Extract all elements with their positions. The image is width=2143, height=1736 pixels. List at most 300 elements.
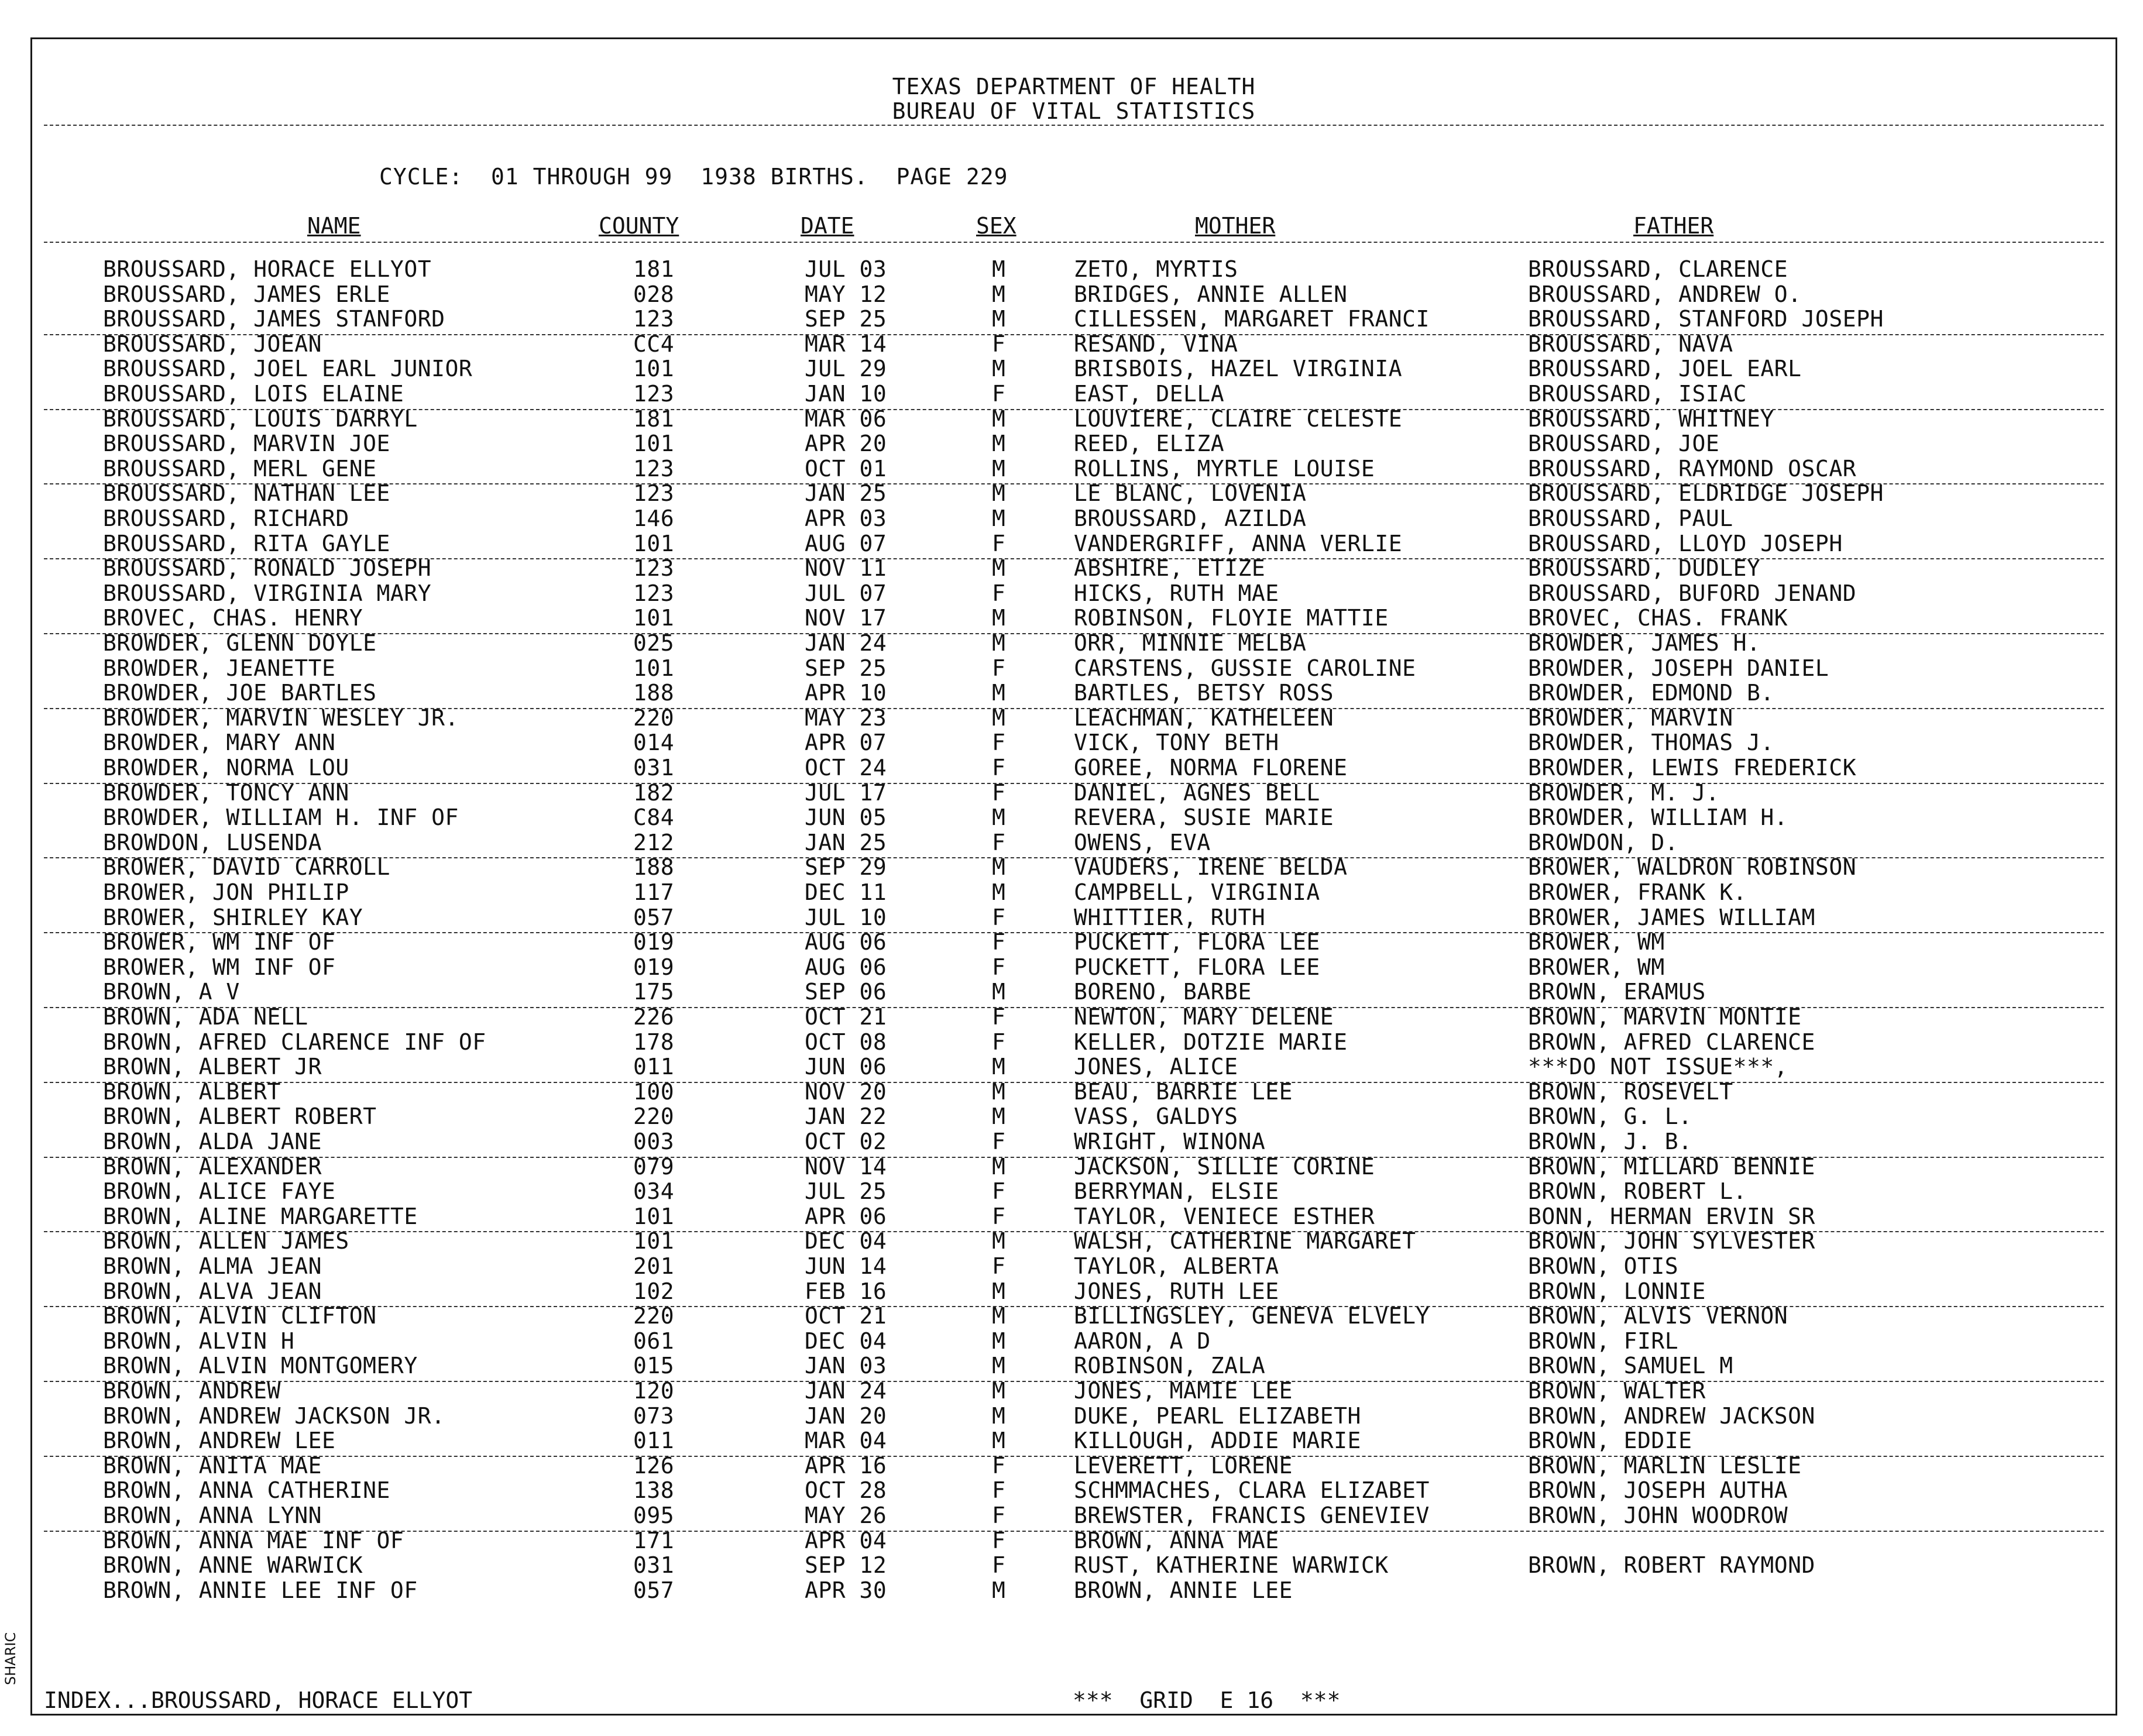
row-father: BROWN, JOHN WOODROW — [1528, 1503, 1788, 1528]
row-name: BROWER, JON PHILIP — [103, 879, 349, 905]
row-county: 175 — [633, 979, 675, 1005]
row-county: 061 — [633, 1328, 675, 1354]
row-sex: M — [992, 480, 1006, 507]
row-date: APR 16 — [805, 1452, 887, 1479]
row-mother: BROWN, ANNIE LEE — [1074, 1577, 1293, 1603]
row-sex: F — [992, 954, 1006, 980]
row-county: 123 — [633, 455, 675, 482]
row-date: APR 04 — [805, 1527, 887, 1553]
row-name: BROWN, ANNA LYNN — [103, 1503, 322, 1528]
row-divider — [44, 1007, 2104, 1008]
row-sex: F — [992, 331, 1006, 357]
row-county: 220 — [633, 1303, 675, 1329]
row-county: 079 — [633, 1153, 675, 1180]
row-father: BROWN, ERAMUS — [1528, 979, 1706, 1005]
row-date: JUL 17 — [805, 779, 887, 806]
row-date: DEC 11 — [805, 879, 887, 905]
row-date: OCT 08 — [805, 1029, 887, 1055]
row-sex: F — [992, 655, 1006, 681]
row-date: OCT 21 — [805, 1004, 887, 1030]
col-sex: SEX — [976, 213, 1016, 239]
row-sex: F — [992, 779, 1006, 806]
row-county: 031 — [633, 755, 675, 781]
row-date: DEC 04 — [805, 1228, 887, 1254]
row-date: JUL 10 — [805, 904, 887, 930]
row-divider — [44, 334, 2104, 335]
row-sex: F — [992, 730, 1006, 756]
row-mother: JONES, RUTH LEE — [1074, 1278, 1279, 1304]
row-county: 102 — [633, 1278, 675, 1304]
row-father: BROWDON, D. — [1528, 829, 1679, 855]
row-name: BROUSSARD, RICHARD — [103, 506, 349, 531]
row-date: JAN 03 — [805, 1353, 887, 1379]
row-county: 101 — [633, 1203, 675, 1229]
row-father: BROWN, JOHN SYLVESTER — [1528, 1228, 1815, 1254]
row-father: BONN, HERMAN ERVIN SR — [1528, 1203, 1815, 1229]
row-county: 188 — [633, 854, 675, 881]
row-sex: M — [992, 805, 1006, 831]
row-father: BROUSSARD, WHITNEY — [1528, 405, 1774, 432]
col-father: FATHER — [1633, 213, 1714, 239]
row-county: 057 — [633, 1577, 675, 1603]
row-county: 138 — [633, 1477, 675, 1504]
row-mother: ROBINSON, FLOYIE MATTIE — [1074, 605, 1389, 631]
row-father: BROUSSARD, JOE — [1528, 431, 1720, 457]
row-mother: REED, ELIZA — [1074, 431, 1225, 457]
row-date: NOV 14 — [805, 1153, 887, 1180]
row-father: BROWN, MARVIN MONTIE — [1528, 1004, 1802, 1030]
row-date: APR 20 — [805, 431, 887, 457]
row-mother: BRIDGES, ANNIE ALLEN — [1074, 281, 1348, 307]
row-county: 019 — [633, 954, 675, 980]
row-date: JAN 20 — [805, 1402, 887, 1429]
row-father: BROWDER, EDMOND B. — [1528, 680, 1774, 706]
row-name: BROWDER, NORMA LOU — [103, 755, 349, 781]
row-date: JUL 25 — [805, 1178, 887, 1205]
row-name: BROUSSARD, NATHAN LEE — [103, 480, 390, 507]
row-father: BROUSSARD, ANDREW O. — [1528, 281, 1802, 307]
row-father: BROWN, LONNIE — [1528, 1278, 1706, 1304]
row-name: BROWN, AFRED CLARENCE INF OF — [103, 1029, 486, 1055]
row-county: C84 — [633, 805, 675, 831]
row-father: BROUSSARD, ISIAC — [1528, 381, 1747, 407]
row-name: BROUSSARD, JOEAN — [103, 331, 322, 357]
row-mother: ROLLINS, MYRTLE LOUISE — [1074, 455, 1375, 482]
row-divider — [44, 633, 2104, 634]
row-divider — [44, 783, 2104, 784]
row-sex: M — [992, 405, 1006, 432]
divider — [44, 242, 2104, 243]
row-sex: M — [992, 431, 1006, 457]
row-name: BROWDER, MARVIN WESLEY JR. — [103, 704, 459, 731]
row-mother: ZETO, MYRTIS — [1074, 256, 1238, 282]
row-sex: M — [992, 281, 1006, 307]
row-date: AUG 06 — [805, 929, 887, 955]
row-mother: BORENO, BARBE — [1074, 979, 1252, 1005]
row-mother: BREWSTER, FRANCIS GENEVIEV — [1074, 1503, 1430, 1528]
row-county: 220 — [633, 1104, 675, 1130]
row-divider — [44, 1381, 2104, 1382]
row-name: BROWN, ALEXANDER — [103, 1153, 322, 1180]
row-name: BROWN, A V — [103, 979, 240, 1005]
row-sex: F — [992, 381, 1006, 407]
row-sex: M — [992, 1104, 1006, 1130]
col-name: NAME — [307, 213, 361, 239]
row-name: BROUSSARD, VIRGINIA MARY — [103, 580, 432, 606]
row-name: BROWN, ANNE WARWICK — [103, 1552, 363, 1579]
row-mother: JONES, MAMIE LEE — [1074, 1378, 1293, 1404]
department-title: TEXAS DEPARTMENT OF HEALTH — [892, 74, 1256, 99]
row-date: OCT 24 — [805, 755, 887, 781]
row-father: BROWER, FRANK K. — [1528, 879, 1747, 905]
row-sex: M — [992, 1428, 1006, 1454]
row-divider — [44, 1456, 2104, 1457]
row-mother: OWENS, EVA — [1074, 829, 1211, 855]
row-father: BROWDER, MARVIN — [1528, 704, 1733, 731]
row-name: BROWN, ALDA JANE — [103, 1129, 322, 1154]
row-sex: F — [992, 904, 1006, 930]
row-name: BROWN, ANNIE LEE INF OF — [103, 1577, 418, 1603]
row-father: BROUSSARD, STANFORD JOSEPH — [1528, 306, 1884, 332]
row-mother: BILLINGSLEY, GENEVA ELVELY — [1074, 1303, 1430, 1329]
row-county: 031 — [633, 1552, 675, 1579]
row-name: BROWDON, LUSENDA — [103, 829, 322, 855]
row-county: 101 — [633, 530, 675, 556]
row-county: 019 — [633, 929, 675, 955]
row-date: SEP 29 — [805, 854, 887, 881]
row-father: BROUSSARD, BUFORD JENAND — [1528, 580, 1857, 606]
row-divider — [44, 483, 2104, 484]
row-county: 073 — [633, 1402, 675, 1429]
row-date: SEP 06 — [805, 979, 887, 1005]
row-name: BROUSSARD, LOUIS DARRYL — [103, 405, 418, 432]
row-name: BROUSSARD, LOIS ELAINE — [103, 381, 404, 407]
row-date: JAN 25 — [805, 480, 887, 507]
row-date: NOV 11 — [805, 555, 887, 582]
row-sex: F — [992, 1004, 1006, 1030]
row-date: SEP 25 — [805, 655, 887, 681]
row-mother: VASS, GALDYS — [1074, 1104, 1238, 1130]
grid-footer: *** GRID E 16 *** — [1073, 1687, 1341, 1713]
row-county: 101 — [633, 431, 675, 457]
row-sex: M — [992, 605, 1006, 631]
row-county: 101 — [633, 605, 675, 631]
row-county: 181 — [633, 256, 675, 282]
row-name: BROWN, ALVIN CLIFTON — [103, 1303, 377, 1329]
row-date: SEP 25 — [805, 306, 887, 332]
row-sex: M — [992, 1054, 1006, 1080]
col-date: DATE — [801, 213, 854, 239]
row-sex: M — [992, 1328, 1006, 1354]
index-footer: INDEX...BROUSSARD, HORACE ELLYOT — [44, 1687, 473, 1713]
row-father: BROUSSARD, LLOYD JOSEPH — [1528, 530, 1843, 556]
row-date: APR 03 — [805, 506, 887, 531]
row-mother: EAST, DELLA — [1074, 381, 1225, 407]
row-mother: JACKSON, SILLIE CORINE — [1074, 1153, 1375, 1180]
row-sex: F — [992, 1203, 1006, 1229]
row-date: JUN 14 — [805, 1253, 887, 1279]
row-divider — [44, 1531, 2104, 1532]
row-county: 014 — [633, 730, 675, 756]
row-name: BROWDER, MARY ANN — [103, 730, 336, 756]
row-name: BROWN, ANDREW — [103, 1378, 281, 1404]
row-mother: BROUSSARD, AZILDA — [1074, 506, 1307, 531]
row-date: NOV 17 — [805, 605, 887, 631]
row-father: BROWN, MARLIN LESLIE — [1528, 1452, 1802, 1479]
row-date: JUL 07 — [805, 580, 887, 606]
row-sex: M — [992, 506, 1006, 531]
row-father: BROWN, G. L. — [1528, 1104, 1692, 1130]
row-date: JAN 22 — [805, 1104, 887, 1130]
row-father: BROWN, SAMUEL M — [1528, 1353, 1733, 1379]
row-county: 123 — [633, 381, 675, 407]
row-mother: LEVERETT, LORENE — [1074, 1452, 1293, 1479]
row-date: OCT 28 — [805, 1477, 887, 1504]
row-father: BROWDER, WILLIAM H. — [1528, 805, 1788, 831]
row-mother: HICKS, RUTH MAE — [1074, 580, 1279, 606]
row-name: BROWN, ANITA MAE — [103, 1452, 322, 1479]
row-father: BROUSSARD, PAUL — [1528, 506, 1733, 531]
row-divider — [44, 409, 2104, 410]
row-county: 201 — [633, 1253, 675, 1279]
row-name: BROUSSARD, JOEL EARL JUNIOR — [103, 356, 473, 382]
row-county: 178 — [633, 1029, 675, 1055]
row-mother: RESAND, VINA — [1074, 331, 1238, 357]
row-sex: M — [992, 455, 1006, 482]
row-name: BROWDER, TONCY ANN — [103, 779, 349, 806]
row-mother: VICK, TONY BETH — [1074, 730, 1279, 756]
row-county: 101 — [633, 1228, 675, 1254]
row-date: JUN 05 — [805, 805, 887, 831]
row-date: JUL 29 — [805, 356, 887, 382]
cycle-line: CYCLE: 01 THROUGH 99 1938 BIRTHS. PAGE 229 — [379, 164, 1008, 190]
row-father: BROVEC, CHAS. FRANK — [1528, 605, 1788, 631]
row-sex: F — [992, 530, 1006, 556]
row-sex: F — [992, 1253, 1006, 1279]
row-father: BROWN, JOSEPH AUTHA — [1528, 1477, 1788, 1504]
row-date: MAR 04 — [805, 1428, 887, 1454]
row-sex: M — [992, 1378, 1006, 1404]
row-county: CC4 — [633, 331, 675, 357]
row-father: BROWDER, M. J. — [1528, 779, 1720, 806]
row-divider — [44, 1157, 2104, 1158]
row-date: MAR 14 — [805, 331, 887, 357]
row-date: APR 07 — [805, 730, 887, 756]
row-mother: WALSH, CATHERINE MARGARET — [1074, 1228, 1416, 1254]
row-father: BROUSSARD, RAYMOND OSCAR — [1528, 455, 1857, 482]
row-father: BROUSSARD, DUDLEY — [1528, 555, 1761, 582]
row-sex: F — [992, 1029, 1006, 1055]
row-name: BROUSSARD, RONALD JOSEPH — [103, 555, 432, 582]
row-mother: NEWTON, MARY DELENE — [1074, 1004, 1334, 1030]
row-mother: BARTLES, BETSY ROSS — [1074, 680, 1334, 706]
row-mother: VANDERGRIFF, ANNA VERLIE — [1074, 530, 1403, 556]
row-divider — [44, 1306, 2104, 1307]
row-name: BROUSSARD, JAMES STANFORD — [103, 306, 445, 332]
row-name: BROWN, ALLEN JAMES — [103, 1228, 349, 1254]
row-father: BROWN, ALVIS VERNON — [1528, 1303, 1788, 1329]
row-name: BROWN, ALBERT JR — [103, 1054, 322, 1080]
row-mother: BEAU, BARRIE LEE — [1074, 1078, 1293, 1105]
row-name: BROWER, DAVID CARROLL — [103, 854, 390, 881]
row-date: APR 10 — [805, 680, 887, 706]
row-county: 015 — [633, 1353, 675, 1379]
row-name: BROWN, ALVIN MONTGOMERY — [103, 1353, 418, 1379]
row-name: BROWN, ANDREW LEE — [103, 1428, 336, 1454]
row-county: 188 — [633, 680, 675, 706]
row-divider — [44, 1231, 2104, 1232]
row-father: BROWN, ROSEVELT — [1528, 1078, 1733, 1105]
row-name: BROWER, SHIRLEY KAY — [103, 904, 363, 930]
row-mother: LEACHMAN, KATHELEEN — [1074, 704, 1334, 731]
row-name: BROWN, ALVA JEAN — [103, 1278, 322, 1304]
row-mother: BERRYMAN, ELSIE — [1074, 1178, 1279, 1205]
row-sex: F — [992, 1503, 1006, 1528]
row-sex: F — [992, 755, 1006, 781]
row-date: MAY 23 — [805, 704, 887, 731]
row-county: 123 — [633, 480, 675, 507]
row-name: BROUSSARD, MARVIN JOE — [103, 431, 390, 457]
row-sex: M — [992, 854, 1006, 881]
row-date: AUG 06 — [805, 954, 887, 980]
row-mother: DUKE, PEARL ELIZABETH — [1074, 1402, 1361, 1429]
row-mother: PUCKETT, FLORA LEE — [1074, 954, 1320, 980]
row-county: 146 — [633, 506, 675, 531]
row-father: BROWN, MILLARD BENNIE — [1528, 1153, 1815, 1180]
row-county: 182 — [633, 779, 675, 806]
row-mother: TAYLOR, VENIECE ESTHER — [1074, 1203, 1375, 1229]
row-county: 028 — [633, 281, 675, 307]
row-county: 003 — [633, 1129, 675, 1154]
row-county: 120 — [633, 1378, 675, 1404]
row-divider — [44, 558, 2104, 559]
row-sex: F — [992, 1527, 1006, 1553]
row-mother: WHITTIER, RUTH — [1074, 904, 1266, 930]
row-mother: BROWN, ANNA MAE — [1074, 1527, 1279, 1553]
row-name: BROWDER, JEANETTE — [103, 655, 336, 681]
row-father: BROWER, WALDRON ROBINSON — [1528, 854, 1857, 881]
row-sex: M — [992, 1153, 1006, 1180]
row-divider — [44, 1082, 2104, 1083]
row-father: BROUSSARD, ELDRIDGE JOSEPH — [1528, 480, 1884, 507]
row-name: BROUSSARD, MERL GENE — [103, 455, 377, 482]
row-sex: M — [992, 630, 1006, 656]
row-date: JAN 24 — [805, 630, 887, 656]
row-county: 126 — [633, 1452, 675, 1479]
row-sex: M — [992, 1078, 1006, 1105]
row-name: BROWN, ANNA MAE INF OF — [103, 1527, 404, 1553]
row-name: BROWN, ALBERT — [103, 1078, 281, 1105]
record-frame — [30, 37, 2117, 1716]
row-mother: LE BLANC, LOVENIA — [1074, 480, 1307, 507]
row-date: APR 06 — [805, 1203, 887, 1229]
row-mother: ABSHIRE, ETIZE — [1074, 555, 1266, 582]
row-father: BROWN, FIRL — [1528, 1328, 1679, 1354]
row-mother: BRISBOIS, HAZEL VIRGINIA — [1074, 356, 1403, 382]
row-county: 101 — [633, 655, 675, 681]
row-sex: F — [992, 929, 1006, 955]
row-sex: F — [992, 829, 1006, 855]
row-sex: F — [992, 1552, 1006, 1579]
row-name: BROWER, WM INF OF — [103, 929, 336, 955]
row-father: BROWN, ROBERT L. — [1528, 1178, 1747, 1205]
row-mother: LOUVIERE, CLAIRE CELESTE — [1074, 405, 1403, 432]
row-name: BROWN, ADA NELL — [103, 1004, 308, 1030]
divider — [44, 125, 2104, 126]
row-mother: ORR, MINNIE MELBA — [1074, 630, 1307, 656]
row-mother: DANIEL, AGNES BELL — [1074, 779, 1320, 806]
row-mother: KILLOUGH, ADDIE MARIE — [1074, 1428, 1361, 1454]
row-name: BROUSSARD, RITA GAYLE — [103, 530, 390, 556]
row-county: 034 — [633, 1178, 675, 1205]
row-mother: KELLER, DOTZIE MARIE — [1074, 1029, 1348, 1055]
row-sex: M — [992, 306, 1006, 332]
row-divider — [44, 708, 2104, 709]
row-county: 011 — [633, 1054, 675, 1080]
row-sex: M — [992, 256, 1006, 282]
row-date: JAN 10 — [805, 381, 887, 407]
row-father: BROWN, ANDREW JACKSON — [1528, 1402, 1815, 1429]
row-father: BROWDER, LEWIS FREDERICK — [1528, 755, 1857, 781]
row-county: 101 — [633, 356, 675, 382]
row-sex: F — [992, 1477, 1006, 1504]
row-sex: F — [992, 1178, 1006, 1205]
row-mother: GOREE, NORMA FLORENE — [1074, 755, 1348, 781]
row-name: BROVEC, CHAS. HENRY — [103, 605, 363, 631]
row-father: BROWER, WM — [1528, 929, 1665, 955]
row-date: OCT 01 — [805, 455, 887, 482]
row-date: NOV 20 — [805, 1078, 887, 1105]
row-county: 226 — [633, 1004, 675, 1030]
row-county: 181 — [633, 405, 675, 432]
row-father: BROWDER, JAMES H. — [1528, 630, 1761, 656]
row-name: BROUSSARD, JAMES ERLE — [103, 281, 390, 307]
row-father: BROUSSARD, CLARENCE — [1528, 256, 1788, 282]
row-date: MAY 26 — [805, 1503, 887, 1528]
row-sex: M — [992, 1577, 1006, 1603]
row-name: BROWN, ANDREW JACKSON JR. — [103, 1402, 445, 1429]
row-county: 123 — [633, 555, 675, 582]
bureau-title: BUREAU OF VITAL STATISTICS — [892, 98, 1256, 124]
row-county: 057 — [633, 904, 675, 930]
row-county: 212 — [633, 829, 675, 855]
row-date: JAN 25 — [805, 829, 887, 855]
row-sex: M — [992, 1278, 1006, 1304]
row-name: BROWN, ANNA CATHERINE — [103, 1477, 390, 1504]
row-mother: ROBINSON, ZALA — [1074, 1353, 1266, 1379]
row-county: 171 — [633, 1527, 675, 1553]
row-father: BROWN, OTIS — [1528, 1253, 1679, 1279]
row-sex: M — [992, 1228, 1006, 1254]
row-date: MAR 06 — [805, 405, 887, 432]
row-father: BROUSSARD, NAVA — [1528, 331, 1733, 357]
row-mother: RUST, KATHERINE WARWICK — [1074, 1552, 1389, 1579]
row-father: BROWN, WALTER — [1528, 1378, 1706, 1404]
row-sex: M — [992, 1353, 1006, 1379]
row-father: BROWN, AFRED CLARENCE — [1528, 1029, 1815, 1055]
row-name: BROWN, ALICE FAYE — [103, 1178, 336, 1205]
row-sex: F — [992, 1129, 1006, 1154]
row-name: BROWDER, GLENN DOYLE — [103, 630, 377, 656]
row-sex: M — [992, 979, 1006, 1005]
row-sex: M — [992, 680, 1006, 706]
row-date: JUL 03 — [805, 256, 887, 282]
row-father: BROWDER, JOSEPH DANIEL — [1528, 655, 1829, 681]
row-mother: WRIGHT, WINONA — [1074, 1129, 1266, 1154]
row-mother: PUCKETT, FLORA LEE — [1074, 929, 1320, 955]
row-sex: M — [992, 704, 1006, 731]
row-date: OCT 02 — [805, 1129, 887, 1154]
